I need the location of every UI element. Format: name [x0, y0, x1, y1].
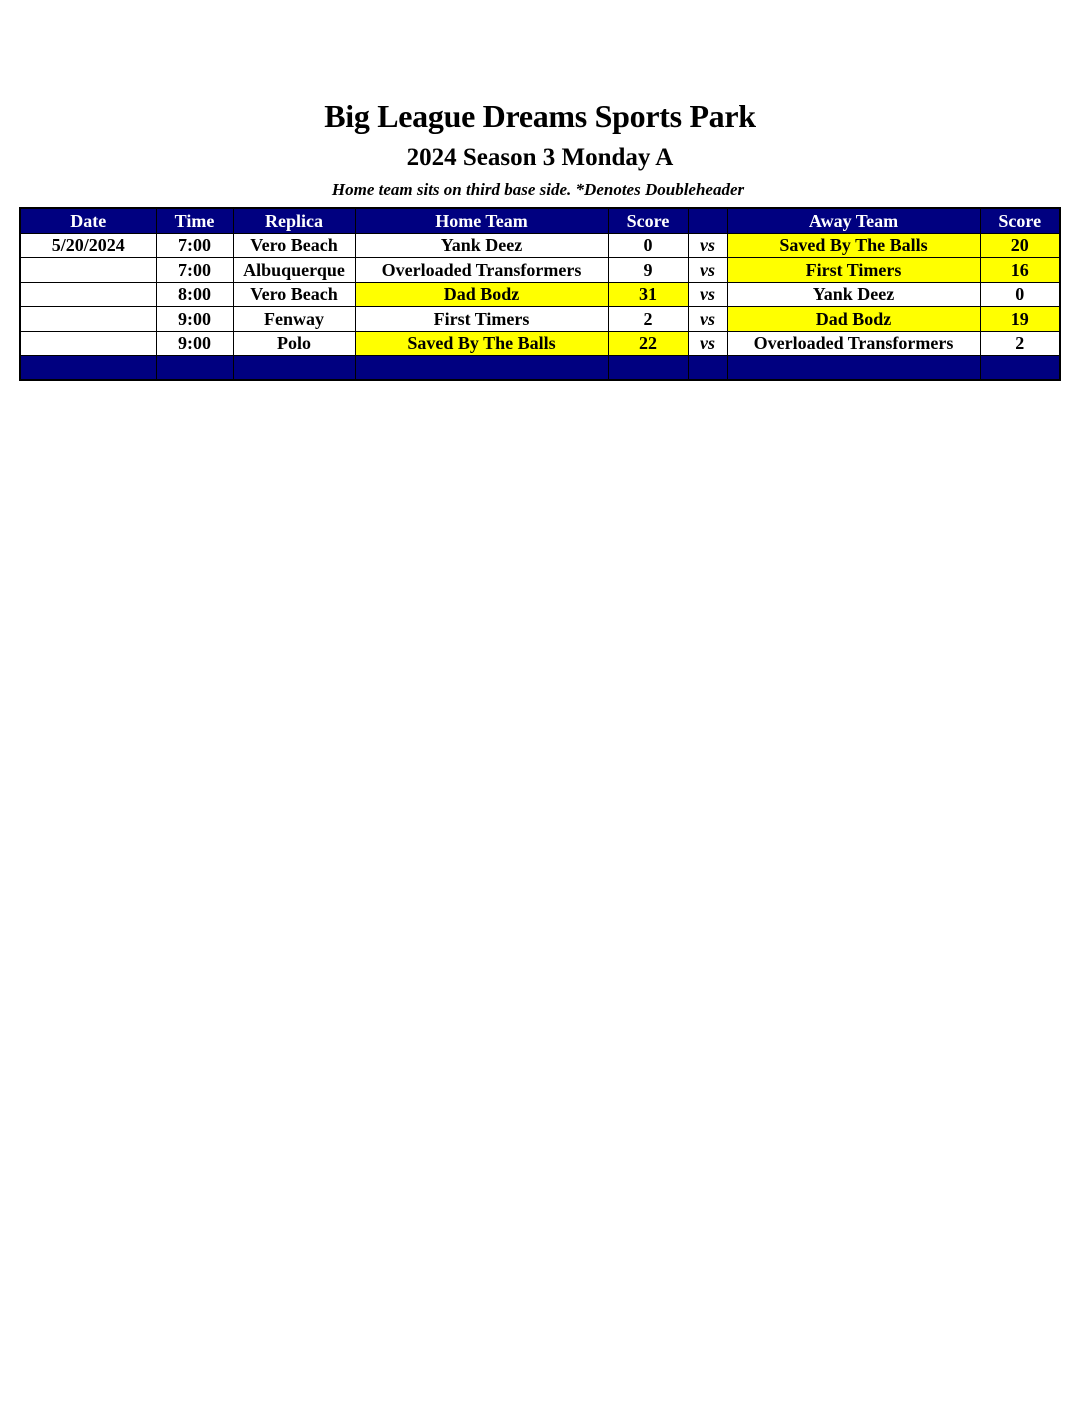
replica-cell: Vero Beach	[233, 282, 355, 307]
col-header-time: Time	[156, 208, 233, 233]
away-team-cell: Yank Deez	[727, 282, 980, 307]
col-header-date: Date	[20, 208, 156, 233]
home-team-cell: Saved By The Balls	[355, 331, 608, 356]
footer-cell	[688, 356, 727, 381]
col-header-away-score: Score	[980, 208, 1060, 233]
doubleheader-note: Home team sits on third base side. *Denotes Doubleheader	[331, 180, 745, 199]
table-footer-row	[20, 356, 1060, 381]
header-row	[20, 208, 1060, 233]
footer-cell	[355, 356, 608, 381]
footer-cell	[233, 356, 355, 381]
col-header-home-score: Score	[608, 208, 688, 233]
away-score-cell: 2	[980, 331, 1060, 356]
vs-cell: vs	[688, 282, 727, 307]
date-cell	[20, 331, 156, 356]
home-team-cell: First Timers	[355, 307, 608, 332]
home-team-cell: Dad Bodz	[355, 282, 608, 307]
time-cell: 9:00	[156, 331, 233, 356]
footer-cell	[980, 356, 1060, 381]
away-team-cell: Saved By The Balls	[727, 233, 980, 258]
page-subtitle: 2024 Season 3 Monday A	[406, 144, 674, 171]
away-score-cell: 0	[980, 282, 1060, 307]
home-score-cell: 22	[608, 331, 688, 356]
replica-cell: Albuquerque	[233, 258, 355, 283]
footer-cell	[608, 356, 688, 381]
home-score-cell: 9	[608, 258, 688, 283]
footer-cell	[727, 356, 980, 381]
table-row	[20, 258, 1060, 283]
schedule-table	[19, 207, 1061, 381]
away-score-cell: 19	[980, 307, 1060, 332]
vs-cell: vs	[688, 331, 727, 356]
date-cell: 5/20/2024	[20, 233, 156, 258]
page-title: Big League Dreams Sports Park	[324, 98, 756, 134]
away-team-cell: Dad Bodz	[727, 307, 980, 332]
date-cell	[20, 307, 156, 332]
away-score-cell: 20	[980, 233, 1060, 258]
home-score-cell: 31	[608, 282, 688, 307]
away-team-cell: Overloaded Transformers	[727, 331, 980, 356]
time-cell: 7:00	[156, 258, 233, 283]
vs-cell: vs	[688, 307, 727, 332]
replica-cell: Polo	[233, 331, 355, 356]
col-header-away-team: Away Team	[727, 208, 980, 233]
col-header-home-team: Home Team	[355, 208, 608, 233]
footer-cell	[20, 356, 156, 381]
col-header-replica: Replica	[233, 208, 355, 233]
time-cell: 9:00	[156, 307, 233, 332]
date-cell	[20, 258, 156, 283]
vs-cell: vs	[688, 258, 727, 283]
away-team-cell: First Timers	[727, 258, 980, 283]
table-row	[20, 233, 1060, 258]
date-cell	[20, 282, 156, 307]
home-team-cell: Yank Deez	[355, 233, 608, 258]
replica-cell: Fenway	[233, 307, 355, 332]
replica-cell: Vero Beach	[233, 233, 355, 258]
table-row	[20, 307, 1060, 332]
time-cell: 8:00	[156, 282, 233, 307]
away-score-cell: 16	[980, 258, 1060, 283]
vs-cell: vs	[688, 233, 727, 258]
time-cell: 7:00	[156, 233, 233, 258]
col-header-vs	[688, 208, 727, 233]
home-score-cell: 0	[608, 233, 688, 258]
home-team-cell: Overloaded Transformers	[355, 258, 608, 283]
table-row	[20, 331, 1060, 356]
home-score-cell: 2	[608, 307, 688, 332]
footer-cell	[156, 356, 233, 381]
table-row	[20, 282, 1060, 307]
